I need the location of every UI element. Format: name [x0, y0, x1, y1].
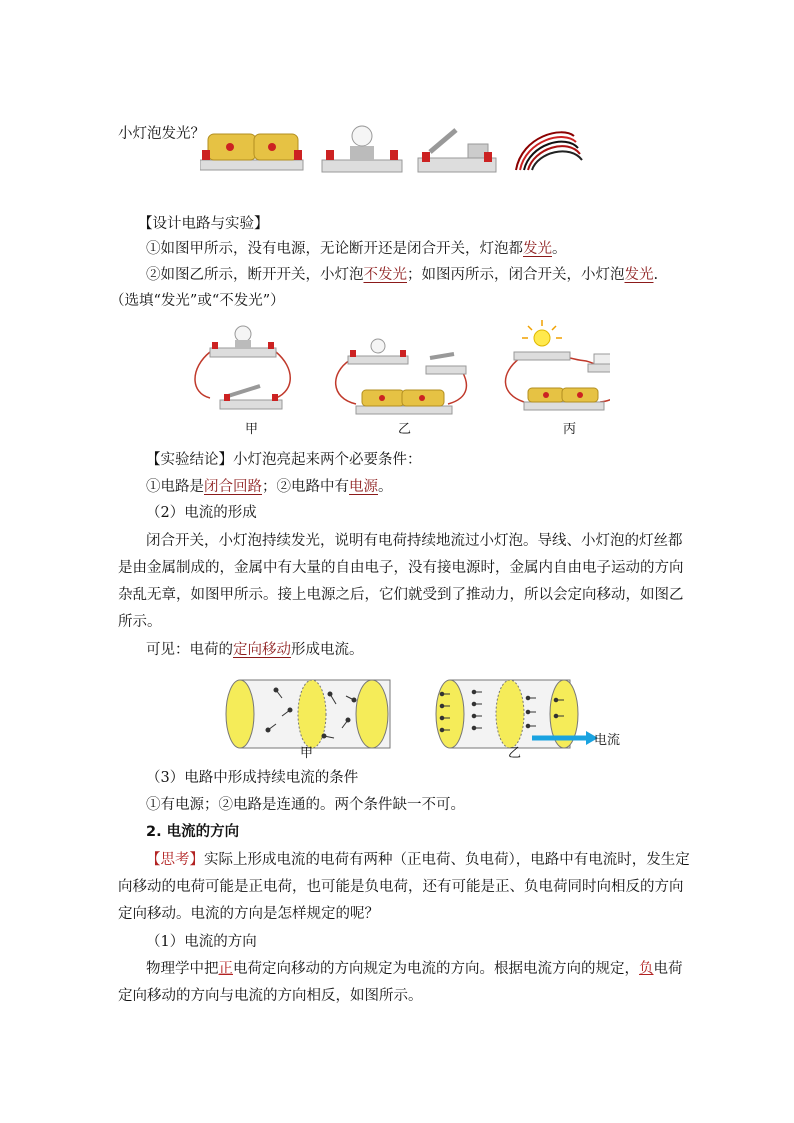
answer-blank: 正	[218, 961, 233, 977]
electron-motion-diagram	[224, 676, 644, 754]
circuit-a	[195, 326, 290, 409]
formation-conclusion: 可见：电荷的定向移动形成电流。	[146, 642, 364, 658]
motion-label-b: 乙	[508, 746, 522, 761]
direction-subtitle: （1）电流的方向	[146, 934, 257, 950]
current-label: 电流	[594, 733, 621, 748]
answer-blank: 负	[639, 961, 654, 977]
circuit-label-a: 甲	[245, 422, 259, 437]
battery-pack-image	[200, 134, 303, 170]
wires-image	[516, 132, 582, 170]
answer-blank: 不发光	[363, 267, 407, 283]
circuit-label-b: 乙	[398, 422, 412, 437]
condition-text: ①有电源；②电路是连通的。两个条件缺一不可。	[146, 797, 465, 813]
circuit-label-c: 丙	[563, 422, 577, 437]
answer-blank: 闭合回路	[204, 479, 262, 495]
bulb-image	[322, 126, 402, 172]
circuit-diagrams	[190, 318, 610, 433]
random-motion-figure	[226, 680, 390, 748]
condition-title: （3）电路中形成持续电流的条件	[146, 770, 359, 786]
answer-blank: 电源	[349, 479, 378, 495]
design-line-3: （选填“发光”或“不发光”）	[110, 293, 285, 309]
design-line-1: ①如图甲所示，没有电源，无论断开还是闭合开关，灯泡都发光。	[146, 241, 567, 257]
think-line-2: 向移动的电荷可能是正电荷，也可能是负电荷，还有可能是正、负电荷同时向相反的方向	[118, 879, 684, 895]
formation-paragraph-2: 是由金属制成的，金属中有大量的自由电子，没有接电源时，金属内自由电子运动的方向	[118, 560, 684, 576]
formation-paragraph-3: 杂乱无章，如图甲所示。接上电源之后，它们就受到了推动力，所以会定向移动，如图乙	[118, 587, 684, 603]
conclusion-line: ①电路是闭合回路；②电路中有电源。	[146, 479, 393, 495]
answer-blank: 发光	[624, 267, 654, 283]
switch-image	[418, 130, 496, 172]
circuit-b	[336, 339, 467, 414]
top-question: 小灯泡发光？	[118, 126, 205, 142]
formation-title: （2）电流的形成	[146, 505, 257, 521]
conclusion-heading: 【实验结论】小灯泡亮起来两个必要条件：	[146, 452, 422, 468]
directed-motion-figure	[436, 680, 598, 748]
think-line-3: 定向移动。电流的方向是怎样规定的呢？	[118, 906, 379, 922]
formation-paragraph-4: 所示。	[118, 614, 162, 630]
circuit-c	[505, 320, 610, 410]
direction-heading: 2. 电流的方向	[146, 824, 240, 840]
think-label: 【思考】	[146, 852, 204, 868]
design-line-2: ②如图乙所示，断开开关，小灯泡不发光；如图丙所示，闭合开关，小灯泡发光.	[146, 267, 659, 283]
design-heading: 【设计电路与实验】	[138, 216, 269, 232]
formation-paragraph-1: 闭合开关，小灯泡持续发光，说明有电荷持续地流过小灯泡。导线、小灯泡的灯丝都	[146, 533, 683, 549]
answer-blank: 定向移动	[233, 642, 291, 658]
equipment-illustration	[200, 124, 600, 174]
direction-line-1: 物理学中把正电荷定向移动的方向规定为电流的方向。根据电流方向的规定，负电荷	[146, 961, 683, 977]
think-line-1: 【思考】实际上形成电流的电荷有两种（正电荷、负电荷），电路中有电流时，发生定	[146, 852, 690, 868]
motion-label-a: 甲	[300, 746, 314, 761]
direction-line-2: 定向移动的方向与电流的方向相反，如图所示。	[118, 988, 423, 1004]
answer-blank: 发光	[523, 241, 552, 257]
